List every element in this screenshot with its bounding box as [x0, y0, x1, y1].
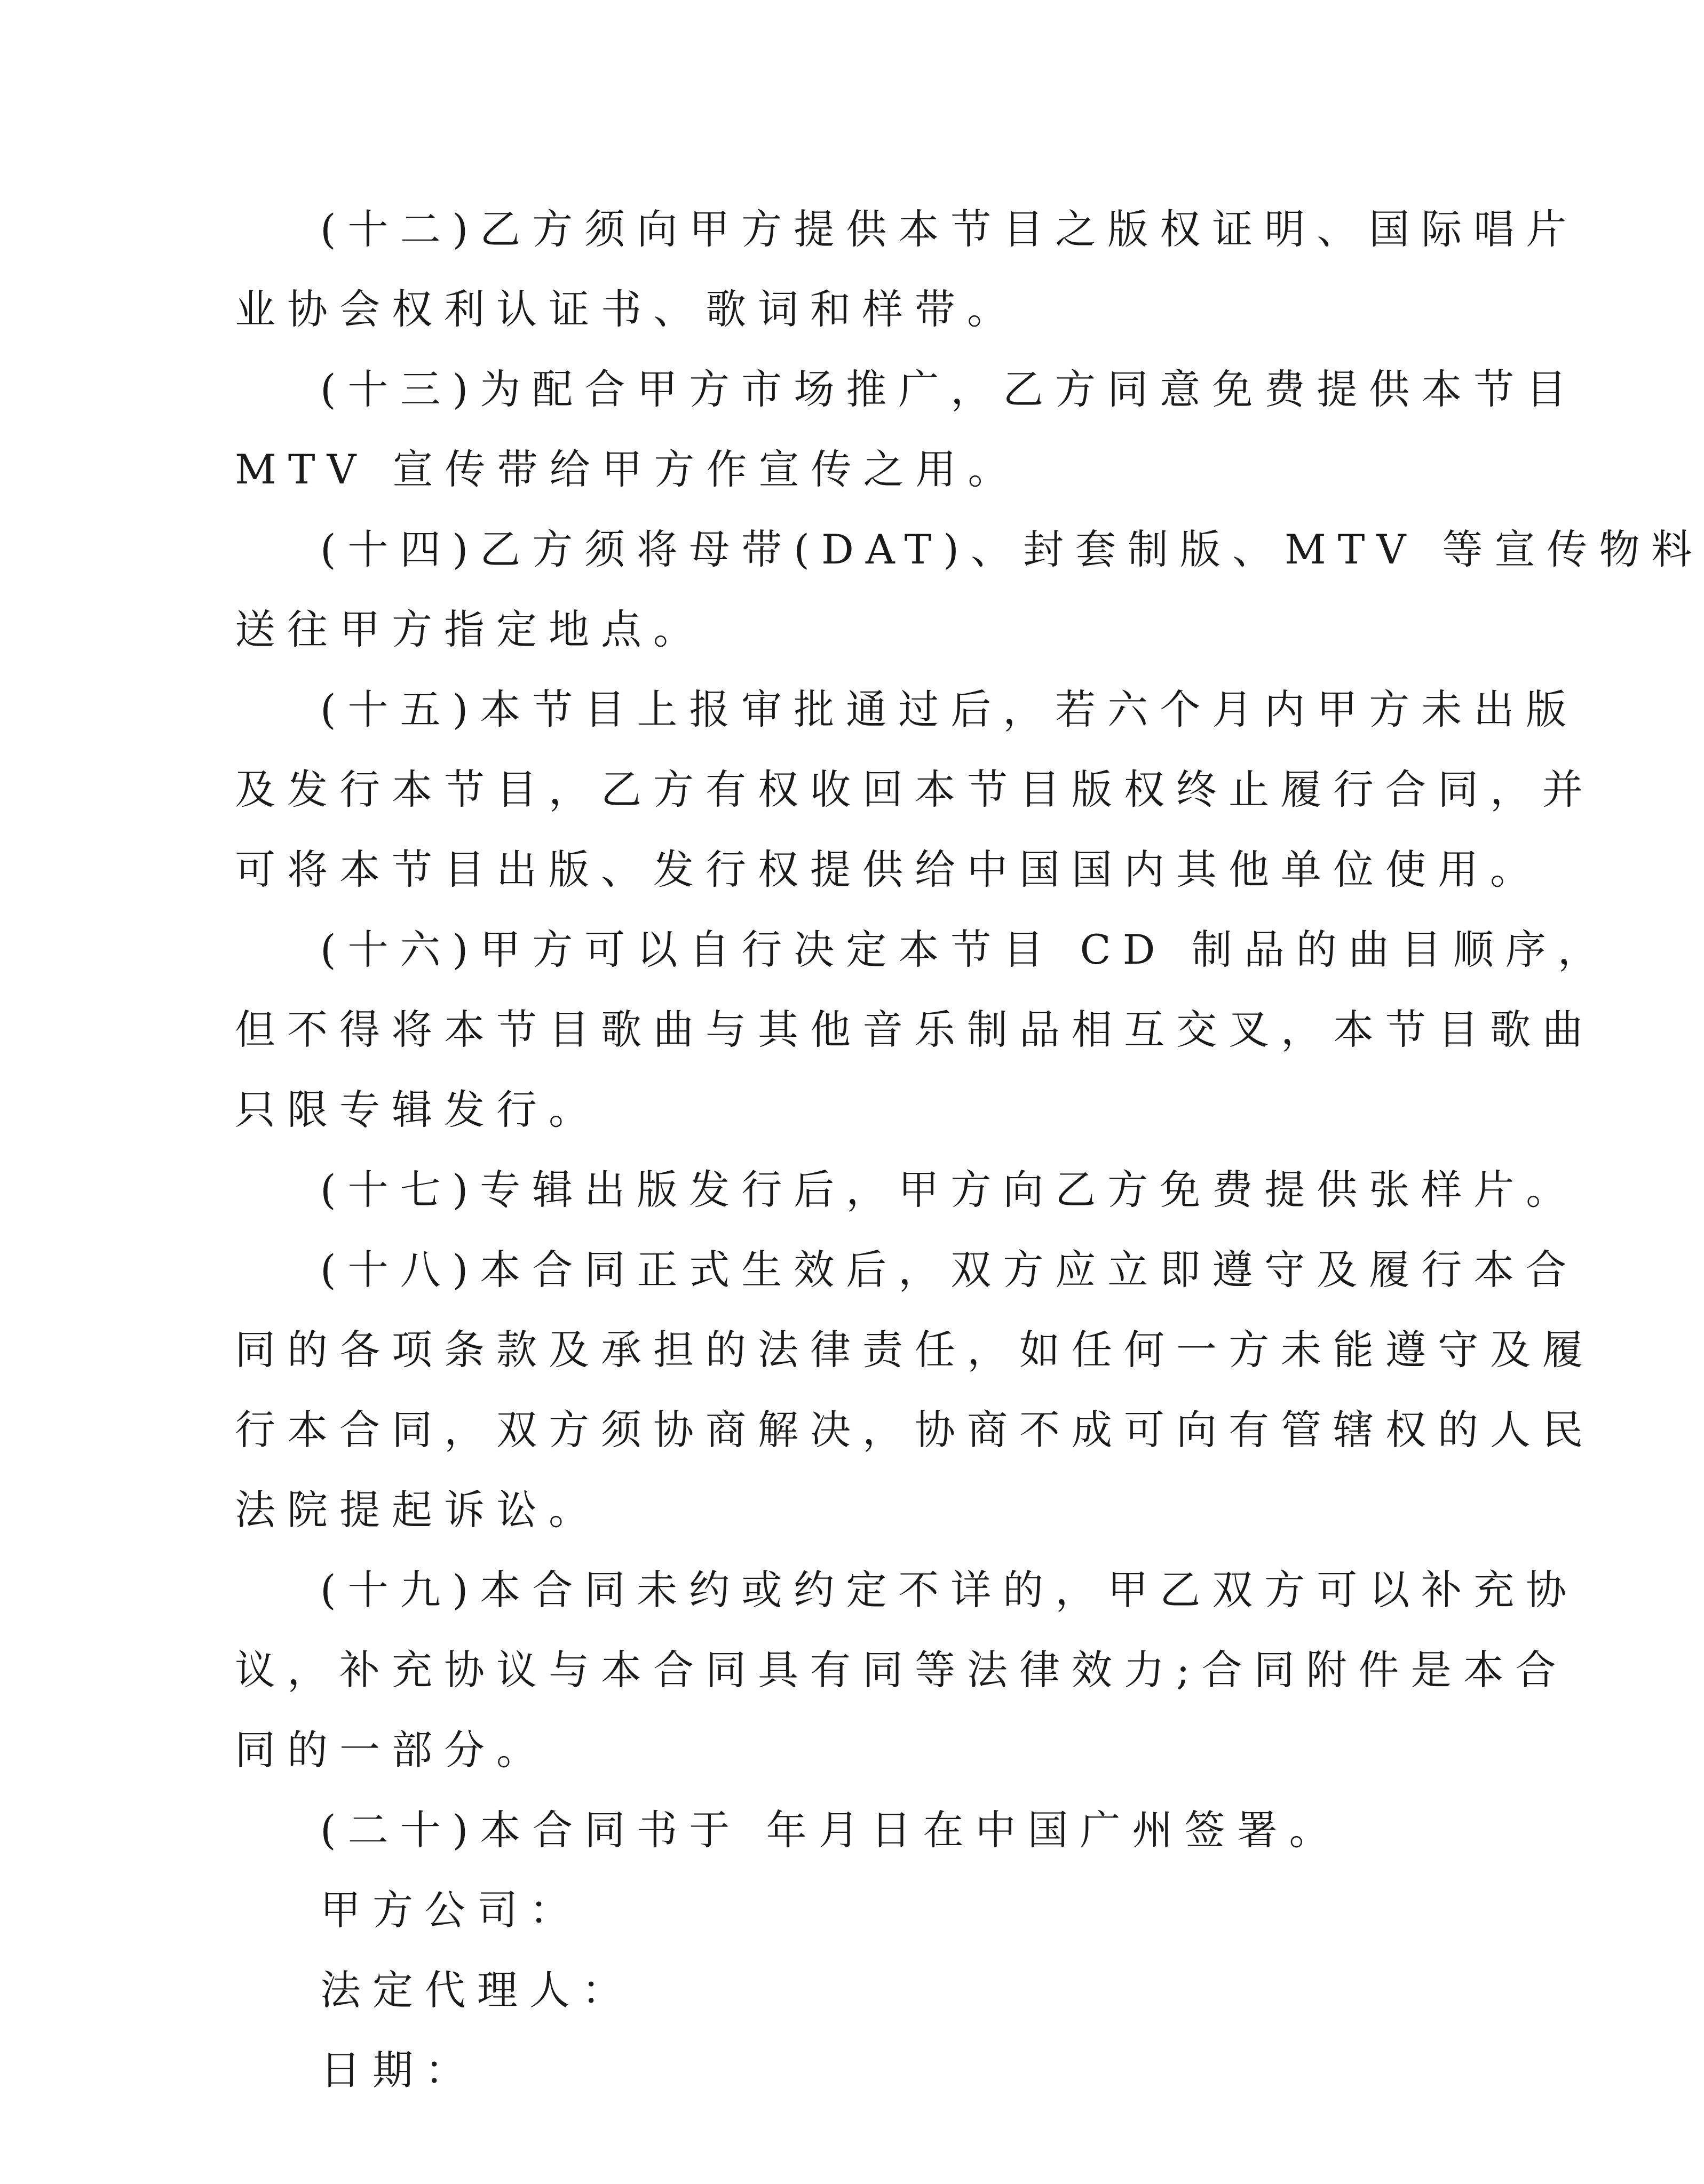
clause-12-line-2: 业协会权利认证书、歌词和样带。	[235, 285, 1019, 333]
clause-14-line-2: 送往甲方指定地点。	[235, 606, 706, 653]
clause-16-line-3: 只限专辑发行。	[235, 1086, 601, 1133]
signature-representative-label: 法定代理人：	[320, 1966, 634, 2014]
signature-date-label: 日期：	[320, 2046, 477, 2094]
clause-18-line-4: 法院提起诉讼。	[235, 1486, 601, 1534]
clause-18-line-1: (十八)本合同正式生效后，双方应立即遵守及履行本合	[320, 1246, 1579, 1293]
clause-16-line-2: 但不得将本节目歌曲与其他音乐制品相互交叉，本节目歌曲	[235, 1006, 1595, 1053]
clause-19-line-1: (十九)本合同未约或约定不详的，甲乙双方可以补充协	[320, 1566, 1579, 1614]
clause-13-line-2: MTV 宣传带给甲方作宣传之用。	[235, 446, 1020, 493]
clause-13-line-1: (十三)为配合甲方市场推广，乙方同意免费提供本节目	[320, 366, 1579, 413]
clause-18-line-3: 行本合同，双方须协商解决，协商不成可向有管辖权的人民	[235, 1406, 1595, 1454]
signature-company-label: 甲方公司：	[320, 1886, 582, 1934]
clause-15-line-3: 可将本节目出版、发行权提供给中国国内其他单位使用。	[235, 846, 1542, 893]
clause-18-line-2: 同的各项条款及承担的法律责任，如任何一方未能遵守及履	[235, 1326, 1595, 1373]
clause-15-line-2: 及发行本节目，乙方有权收回本节目版权终止履行合同，并	[235, 766, 1595, 813]
clause-17-line-1: (十七)专辑出版发行后，甲方向乙方免费提供张样片。	[320, 1166, 1579, 1213]
clause-12-line-1: (十二)乙方须向甲方提供本节目之版权证明、国际唱片	[320, 205, 1579, 253]
clause-20-line-1: (二十)本合同书于 年月日在中国广州签署。	[320, 1806, 1342, 1854]
clause-14-line-1: (十四)乙方须将母带(DAT)、封套制版、MTV 等宣传物料	[320, 526, 1704, 573]
clause-19-line-2: 议，补充协议与本合同具有同等法律效力;合同附件是本合	[235, 1646, 1568, 1694]
clause-19-line-3: 同的一部分。	[235, 1726, 549, 1774]
clause-16-line-1: (十六)甲方可以自行决定本节目 CD 制品的曲目顺序，	[320, 926, 1610, 973]
clause-15-line-1: (十五)本节目上报审批通过后，若六个月内甲方未出版	[320, 686, 1579, 733]
